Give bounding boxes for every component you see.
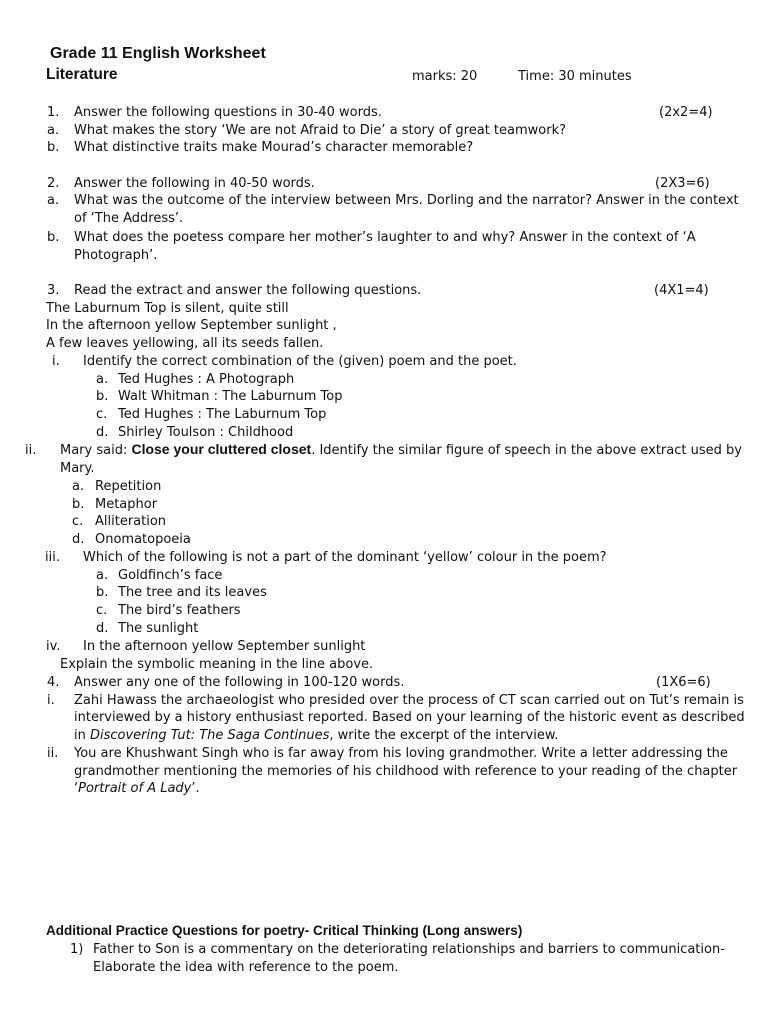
option-label: d. [96,621,109,636]
q1b-label: b. [47,140,60,155]
q2-number: 2. [47,176,60,191]
q4ii-line3-post: ’. [191,781,200,796]
q2a-label: a. [47,193,60,208]
option-text: The sunlight [118,621,199,636]
option-text: Onomatopoeia [95,532,191,547]
q3ii-bold-phrase: Close your cluttered closet [131,441,312,457]
option-text: Alliteration [95,514,167,529]
q1a-text: What makes the story ‘We are not Afraid to Die’ a story of great teamwork? [74,123,567,138]
q4ii-chapter-title: Portrait of A Lady [78,781,192,796]
q3ii-label: ii. [25,443,37,458]
option-label: d. [96,425,109,440]
option-label: a. [96,372,109,387]
q3iv-label: iv. [46,639,61,654]
additional-item-line1: Father to Son is a commentary on the deteriorating relationships and barriers to communication- [93,942,725,957]
q4ii-text-line2: grandmother mentioning the memories of his childhood with reference to your reading of the chapter [74,764,738,779]
q4-number: 4. [47,675,60,690]
q3ii-text-post: . Identify the similar figure of speech in the above extract used by [311,443,742,458]
q4i-line3-pre: in [74,728,90,743]
q3ii-text-pre: Mary said: [60,443,132,458]
q2-instruction: Answer the following in 40-50 words. [74,176,315,191]
q4i-label: i. [47,693,55,708]
additional-item-line2: Elaborate the idea with reference to the poem. [93,960,399,975]
q2b-label: b. [47,230,60,245]
option-label: b. [96,389,109,404]
q3iv-text-line2: Explain the symbolic meaning in the line above. [60,657,374,672]
option-label: c. [96,603,108,618]
q2b-text-line1: What does the poetess compare her mother’s laughter to and why? Answer in the context of ‘A [74,230,696,245]
q1-instruction: Answer the following questions in 30-40 words. [74,105,382,120]
option-text: The tree and its leaves [118,585,267,600]
q4ii-text-line3 [74,780,200,797]
extract-line: The Laburnum Top is silent, quite still [46,301,289,316]
q4ii-label: ii. [47,746,59,761]
additional-item-label: 1) [70,942,84,957]
marks-label: marks: 20 [412,69,478,84]
q1a-label: a. [47,123,60,138]
additional-heading: Additional Practice Questions for poetry- Critical Thinking (Long answers) [46,923,523,938]
q3i-label: i. [52,354,60,369]
option-label: c. [72,514,84,529]
section-title: Literature [46,66,118,83]
worksheet-title: Grade 11 English Worksheet [50,45,266,62]
q2-marks: (2X3=6) [655,176,710,191]
q3ii-text-line2: Mary. [60,461,95,476]
option-label: d. [72,532,85,547]
q3iii-label: iii. [45,550,60,565]
q1-marks: (2x2=4) [659,105,713,120]
option-text: Ted Hughes : The Laburnum Top [118,407,327,422]
q3iii-text: Which of the following is not a part of the dominant ‘yellow’ colour in the poem? [83,550,607,565]
option-label: a. [72,479,85,494]
q3ii-text-line1 [60,441,742,459]
option-label: a. [96,568,109,583]
option-label: b. [96,585,109,600]
q4ii-line3-pre: ‘ [74,781,79,796]
q4i-text-line1: Zahi Hawass the archaeologist who presided over the process of CT scan carried out on Tut’s remain is [74,693,744,708]
q3-marks: (4X1=4) [654,283,709,298]
q4-instruction: Answer any one of the following in 100-120 words. [74,675,405,690]
extract-line: A few leaves yellowing, all its seeds fallen. [46,336,324,351]
extract-line: In the afternoon yellow September sunlight , [46,318,337,333]
q1b-text: What distinctive traits make Mourad’s character memorable? [74,140,474,155]
option-text: Ted Hughes : A Photograph [118,372,295,387]
option-label: b. [72,497,85,512]
q3iv-text: In the afternoon yellow September sunlight [83,639,366,654]
q2a-text-line1: What was the outcome of the interview between Mrs. Dorling and the narrator? Answer in the context [74,193,739,208]
option-text: The bird’s feathers [118,603,241,618]
time-label: Time: 30 minutes [518,69,632,84]
q2a-text-line2: of ‘The Address’. [74,211,184,226]
q4-marks: (1X6=6) [656,675,711,690]
q4i-book-title: Discovering Tut: The Saga Continues [89,728,330,743]
q4i-line3-post: , write the excerpt of the interview. [329,728,559,743]
option-text: Walt Whitman : The Laburnum Top [118,389,343,404]
q4ii-text-line1: You are Khushwant Singh who is far away from his loving grandmother. Write a letter addressing the [74,746,728,761]
option-text: Repetition [95,479,162,494]
q4i-text-line3 [74,727,558,744]
q3-instruction: Read the extract and answer the following questions. [74,283,422,298]
option-label: c. [96,407,108,422]
option-text: Metaphor [95,497,158,512]
q4i-text-line2: interviewed by a history enthusiast reported. Based on your learning of the historic event as described [74,710,745,725]
option-text: Shirley Toulson : Childhood [118,425,294,440]
q3-number: 3. [47,283,60,298]
q2b-text-line2: Photograph’. [74,248,158,263]
option-text: Goldfinch’s face [118,568,223,583]
q1-number: 1. [47,105,60,120]
q3i-text: Identify the correct combination of the (given) poem and the poet. [83,354,517,369]
